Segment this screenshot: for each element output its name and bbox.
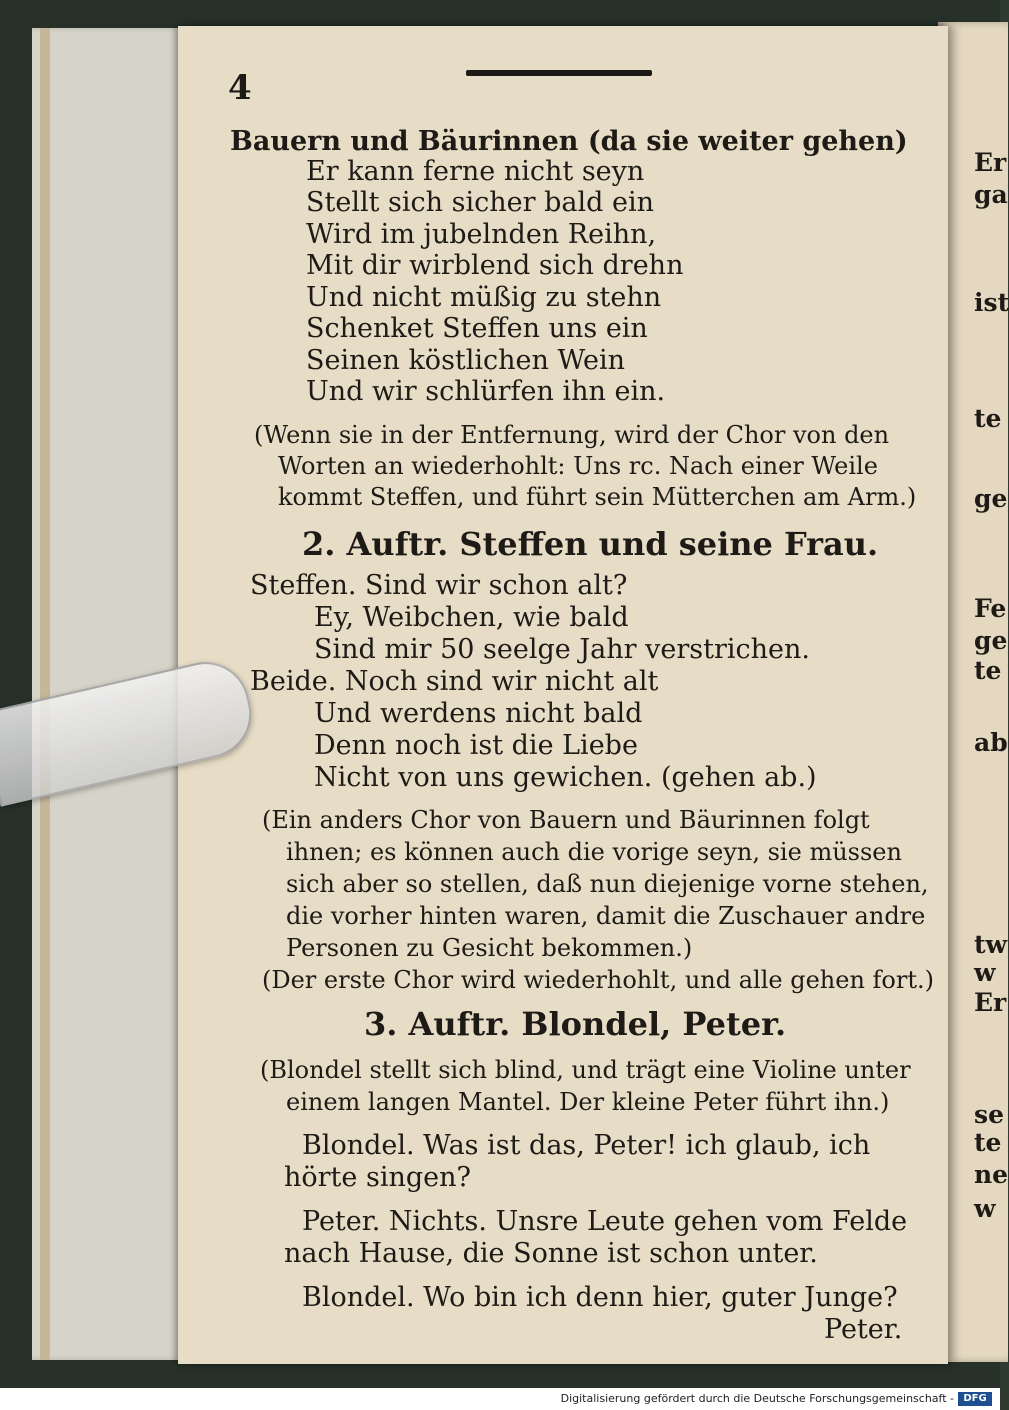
text-line: hörte singen? — [284, 1162, 471, 1193]
book-page — [178, 26, 948, 1364]
text-line: Stellt sich sicher bald ein — [306, 187, 654, 218]
text-line: Wird im jubelnden Reihn, — [306, 219, 657, 250]
stage-direction: Personen zu Gesicht bekommen.) — [286, 934, 693, 962]
stage-direction: kommt Steffen, und führt sein Mütterchen am Arm.) — [278, 483, 917, 511]
footer-credit: Digitalisierung gefördert durch die Deutsche Forschungsgemeinschaft - — [560, 1392, 954, 1405]
text-line: Blondel. Was ist das, Peter! ich glaub, ich — [302, 1130, 871, 1161]
header-rule — [466, 70, 652, 76]
fragment: w — [974, 958, 996, 987]
text-line: Peter. Nichts. Unsre Leute gehen vom Felde — [302, 1206, 908, 1237]
text-line: Seinen köstlichen Wein — [306, 345, 626, 376]
fragment: se — [974, 1100, 1004, 1129]
stage-direction: (Wenn sie in der Entfernung, wird der Chor von den — [254, 421, 890, 449]
fragment: ge — [974, 484, 1008, 513]
fragment: te — [974, 656, 1002, 685]
catchword: Peter. — [824, 1314, 903, 1345]
fragment: ga — [974, 180, 1008, 209]
fragment: ab — [974, 728, 1008, 757]
page-number: 4 — [228, 68, 252, 108]
text-line: nach Hause, die Sonne ist schon unter. — [284, 1238, 818, 1269]
fragment: ist — [974, 288, 1009, 317]
fragment: Er — [974, 148, 1007, 177]
board-edge — [40, 28, 50, 1360]
stage-direction: ihnen; es können auch die vorige seyn, sie müssen — [286, 838, 902, 866]
stage-direction: (Ein anders Chor von Bauern und Bäurinnen folgt — [262, 806, 870, 834]
fragment: te — [974, 1128, 1002, 1157]
text-line: Denn noch ist die Liebe — [314, 730, 638, 761]
fragment: ne — [974, 1160, 1009, 1189]
text-line: Und wir schlürfen ihn ein. — [306, 376, 666, 407]
fragment: Fe — [974, 594, 1007, 623]
text-line: Er kann ferne nicht seyn — [306, 156, 645, 187]
fragment: te — [974, 404, 1002, 433]
text-line: Bauern und Bäurinnen (da sie weiter gehen) — [230, 126, 908, 157]
text-line: Sind mir 50 seelge Jahr verstrichen. — [314, 634, 810, 665]
text-line: Und werdens nicht bald — [314, 698, 643, 729]
stage-direction: einem langen Mantel. Der kleine Peter führt ihn.) — [286, 1088, 890, 1116]
dfg-logo-icon: DFG — [958, 1392, 992, 1406]
text-line: Mit dir wirblend sich drehn — [306, 250, 684, 281]
fragment: Er — [974, 988, 1007, 1017]
text-line: Nicht von uns gewichen. (gehen ab.) — [314, 762, 817, 793]
text-line: Schenket Steffen uns ein — [306, 313, 648, 344]
stage-direction: die vorher hinten waren, damit die Zuschauer andre — [286, 902, 926, 930]
text-line: Blondel. Wo bin ich denn hier, guter Junge? — [302, 1282, 898, 1313]
text-line: Beide. Noch sind wir nicht alt — [250, 666, 659, 697]
text-line: Und nicht müßig zu stehn — [306, 282, 662, 313]
fragment: ge — [974, 626, 1008, 655]
fragment: tw — [974, 930, 1008, 959]
text-line: Ey, Weibchen, wie bald — [314, 602, 629, 633]
fragment: w — [974, 1194, 996, 1223]
scene-heading: 3. Auftr. Blondel, Peter. — [364, 1005, 787, 1043]
stage-direction: Worten an wiederhohlt: Uns rc. Nach einer Weile — [278, 452, 878, 480]
footer-bar — [0, 1388, 1000, 1410]
stage-direction: (Der erste Chor wird wiederhohlt, und alle gehen fort.) — [262, 966, 934, 994]
stage-direction: (Blondel stellt sich blind, und trägt eine Violine unter — [260, 1056, 911, 1084]
text-line: Steffen. Sind wir schon alt? — [250, 570, 628, 601]
stage-direction: sich aber so stellen, daß nun diejenige vorne stehen, — [286, 870, 929, 898]
scene-heading: 2. Auftr. Steffen und seine Frau. — [302, 525, 879, 563]
